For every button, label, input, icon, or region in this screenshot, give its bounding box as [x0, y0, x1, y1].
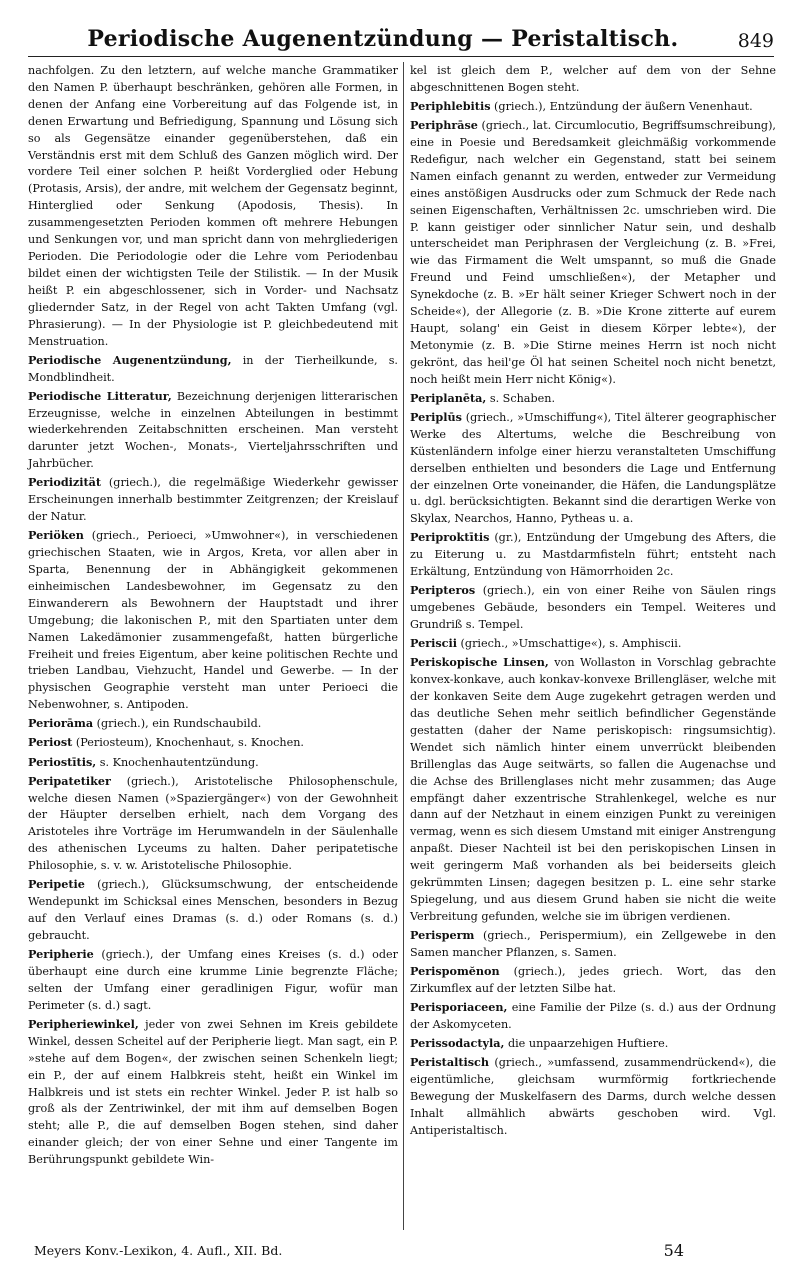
entry-text: (griech., Perioeci, »Umwohner«), in verschiedenen griechischen Staaten, wie in Argos, Kreta, vor allen aber in Sparta, Benennung der in Abhängigkeit gekommenen einheimischen Landesbewohner, im Gegensatz zu den Einwanderern als Bewohnern der Hauptstadt und ihrer Umgebung; die lakonischen P., mit den Spartiaten unter dem Namen Lakedämonier zusammengefaßt, hatten bürgerliche Freiheit und freies Eigentum, aber keine politischen Rechte und trieben Landbau, Viehzucht, Handel und Gewerbe. — In der physischen Geographie versteht man unter Perioeci die Nebenwohner, s. Antipoden. [28, 529, 398, 712]
entry-text: s. Schaben. [486, 391, 556, 405]
entry-headword: Perispomĕnon [410, 964, 500, 978]
entry-text: (griech.), die regelmäßige Wiederkehr gewisser Erscheinungen innerhalb bestimmter Zeitgrenzen; der Kreislauf der Natur. [28, 476, 398, 524]
entry-text: in der Tierheilkunde, s. Mondblindheit. [28, 353, 398, 384]
entry-text: (griech.), jedes griech. Wort, das den Zirkumflex auf der letzten Silbe hat. [410, 965, 776, 995]
entry-headword: Periproktītis [410, 530, 490, 545]
entry-text: (griech.), ein von einer Reihe von Säulen rings umgebenes Gebäude, besonders ein Tempel. Weiteres und Grundriß s. Tempel. [410, 584, 776, 632]
entry-text: (griech.), der Umfang eines Kreises (s. d.) oder überhaupt eine durch eine krumme Linie begrenzte Fläche; selten der Umfang einer geradlinigen Figur, wofür man Perimeter (s. d.) sagt. [28, 948, 398, 1012]
dictionary-entry [28, 62, 398, 350]
left-column [28, 62, 398, 1170]
page-number: 849 [737, 30, 774, 52]
entry-headword: Perisperm [410, 928, 475, 942]
dictionary-entry [28, 1016, 398, 1169]
sheet-number: 54 [663, 1240, 684, 1260]
dictionary-entry [28, 388, 398, 474]
page-header [28, 16, 774, 52]
dictionary-entry [28, 474, 398, 526]
dictionary-entry [410, 390, 776, 408]
entry-text: (griech., Perispermium), ein Zellgewebe in den Samen mancher Pflanzen, s. Samen. [410, 929, 776, 959]
dictionary-entry [410, 529, 776, 581]
dictionary-entry [410, 654, 776, 926]
entry-text: (griech.), ein Rundschaubild. [93, 717, 262, 731]
dictionary-entry [410, 927, 776, 962]
entry-headword: Periphlebitis [410, 99, 491, 113]
dictionary-entry [28, 773, 398, 875]
entry-text: (griech.), Aristotelische Philosophenschule, welche diesen Namen (»Spaziergänger«) von der Gewohnheit der Häupter derselben erhielt, nach dem Vorgang des Aristoteles ihre Vorträge im Herumwandeln in der Säulenhalle des athenischen Lyceums zu halten. Daher peripatetische Philosophie, s. v. w. Aristotelische Philosophie. [28, 774, 398, 873]
entry-text: s. Knochenhautentzündung. [96, 755, 259, 769]
dictionary-entry [28, 352, 398, 387]
entry-headword: Periodische Augenentzündung, [28, 352, 232, 367]
entry-text: die unpaarzehigen Huftiere. [504, 1037, 669, 1050]
right-column [410, 62, 776, 1141]
header-divider [28, 56, 774, 57]
dictionary-entry [410, 582, 776, 634]
entry-text: Bezeichnung derjenigen litterarischen Erzeugnisse, welche in einzelnen Abteilungen in bestimmt wiederkehrenden Zeitabschnitten erscheinen. Man versteht darunter jetzt Wochen-, Monats-, Vierteljahrsschriften und Jahrbücher. [28, 389, 398, 471]
entry-headword: Peripetie [28, 877, 85, 892]
entry-text: (griech., »umfassend, zusammendrückend«), die eigentümliche, gleichsam wurmförmig fortkriechende Bewegung der Muskelfasern des Darms, durch welche dessen Inhalt allmählich abwärts geschoben wird. Vgl. Antiperistaltisch. [410, 1056, 776, 1137]
entry-headword: Peripheriewinkel, [28, 1016, 139, 1031]
entry-headword: Periscii [410, 636, 457, 651]
dictionary-entry [410, 62, 776, 97]
entry-headword: Periorāma [28, 716, 94, 731]
entry-headword: Peripatetiker [28, 773, 111, 788]
entry-text: kel ist gleich dem P., welcher auf dem von der Sehne abgeschnittenen Bogen steht. [410, 64, 776, 94]
entry-text: (griech., lat. Circumlocutio, Begriffsumschreibung), eine in Poesie und Beredsamkeit gleichmäßig vorkommende Redefigur, nach welcher ein Gegenstand, statt bei seinem Namen einfach genannt zu werden, entweder zur Vermeidung eines anstößigen Ausdrucks oder zum Schmuck der Rede nach seinen Eigenschaften, Verhältnissen 2c. umschrieben wird. Die P. kann geistiger oder sinnlicher Natur sein, und deshalb unterscheidet man Periphrasen der Vergleichung (z. B. »Frei, wie das Firmament die Welt umspannt, so muß die Gnade Freund und Feind umschließen«), der Metapher und Synekdoche (z. B. »Er hält seiner Krieger Schwert noch in der Scheide«), der Allegorie (z. B. »Die Krone zitterte auf eurem Haupt, solang' ein Geist in diesem Körper lebte«), der Metonymie (z. B. »Die Stirne meines Herrn ist noch nicht gekrönt, das heil'ge Öl hat seinen Scheitel noch nicht benetzt, noch heißt mein Herr nicht König«). [410, 119, 776, 386]
entry-headword: Periplanēta, [410, 390, 487, 405]
entry-text: (Periosteum), Knochenhaut, s. Knochen. [72, 736, 304, 750]
dictionary-entry [28, 715, 398, 733]
page-footer [28, 1238, 774, 1262]
dictionary-entry [410, 635, 776, 653]
entry-headword: Periodische Litteratur, [28, 388, 172, 403]
entry-text: (gr.), Entzündung der Umgebung des Afters, die zu Eiterung u. zu Mastdarmfisteln führt; entsteht nach Erkältung, Entzündung von Hämorrhoiden 2c. [410, 531, 776, 579]
column-divider [403, 62, 404, 1230]
running-title: Periodische Augenentzündung — Peristaltisch. [87, 26, 679, 52]
dictionary-entry [410, 117, 776, 389]
entry-headword: Periphrāse [410, 118, 478, 133]
dictionary-entry [410, 409, 776, 528]
entry-headword: Perissodactyla, [410, 1036, 505, 1050]
entry-text: von Wollaston in Vorschlag gebrachte konvex-konkave, auch konkav-konvexe Brillengläser, welche mit der konkaven Seite dem Auge zugekehrt getragen werden und das deutliche Sehen mehr seitlich befindlicher Gegenstände gestatten (daher der Name periskopisch: ringsumsichtig). Wendet sich nämlich hinter einem unverrückt bleibenden Brillenglas das Auge seitwärts, so fallen die Augenachse und die Achse des Brillenglases nicht mehr zusammen; das Auge empfängt daher exzentrische Strahlenkegel, welche es nur dann auf der Netzhaut in einem einzigen Punkt zu vereinigen vermag, wenn es sich diesem Umstand mit einiger Anstrengung anpaßt. Dieser Nachteil ist bei den periskopischen Linsen in weit geringerm Maß vorhanden als bei beiderseits gleich gekrümmten Linsen; dagegen besitzen p. L. eine sehr starke Spiegelung, und aus diesem Grund haben sie nicht die weite Verbreitung gefunden, welche sie im übrigen verdienen. [410, 656, 776, 923]
entry-text: eine Familie der Pilze (s. d.) aus der Ordnung der Askomyceten. [410, 1001, 776, 1031]
dictionary-entry [410, 1054, 776, 1140]
entry-headword: Periost [28, 735, 73, 750]
entry-text: (griech.), Glücksumschwung, der entscheidende Wendepunkt im Schicksal eines Menschen, besonders in Bezug auf den Verlauf eines Dramas (s. d.) oder Romans (s. d.) gebraucht. [28, 878, 398, 942]
entry-headword: Peripherie [28, 947, 94, 962]
dictionary-entry [28, 876, 398, 945]
printer-signature: Meyers Konv.-Lexikon, 4. Aufl., XII. Bd. [34, 1242, 283, 1258]
dictionary-entry [410, 963, 776, 998]
dictionary-entry [410, 999, 776, 1034]
entry-headword: Periplūs [410, 409, 462, 424]
entry-headword: Peripteros [410, 583, 476, 598]
dictionary-entry [410, 1035, 776, 1053]
dictionary-entry [28, 754, 398, 772]
entry-headword: Periöken [28, 528, 84, 543]
entry-headword: Periostītis, [28, 754, 97, 769]
entry-text: (griech.), Entzündung der äußern Venenhaut. [490, 100, 753, 113]
dictionary-entry [28, 527, 398, 714]
dictionary-entry [28, 734, 398, 752]
entry-headword: Perisporiaceen, [410, 1000, 508, 1014]
entry-headword: Periodizität [28, 475, 102, 490]
entry-headword: Peristaltisch [410, 1055, 490, 1070]
entry-text: (griech., »Umschiffung«), Titel älterer geographischer Werke des Altertums, welche die Beschreibung von Küstenländern infolge einer hierzu veranstalteten Umschiffung derselben enthielten und besonders die Lage und Entfernung der einzelnen Orte voneinander, die Häfen, die Landungsplätze u. dgl. berücksichtigten. Bekannt sind die derartigen Werke von Skylax, Nearchos, Hanno, Pytheas u. a. [410, 410, 776, 526]
entry-text: nachfolgen. Zu den letztern, auf welche manche Grammatiker den Namen P. überhaupt beschränken, gehören alle Formen, in denen der Anfang eine Vorbereitung auf das Folgende ist, in denen Erwartung und Befriedigung, Spannung und Lösung sich so als Gegensätze einander gegenüberstehen, daß ein Verständnis erst mit dem Schluß des Ganzen möglich wird. Der vordere Teil einer solchen P. heißt Vorderglied oder Hebung (Protasis, Arsis), der andre, mit welchem der Gegensatz beginnt, Hinterglied oder Senkung (Apodosis, Thesis). In zusammengesetzten Perioden kommen oft mehrere Hebungen und Senkungen vor, und man spricht dann von mehrgliederigen Perioden. Die Periodologie oder die Lehre vom Periodenbau bildet einen der wichtigsten Teile der Stilistik. — In der Musik heißt P. ein abgeschlossener, sich in Vorder- und Nachsatz gliedernder Satz, in der Regel von acht Takten Umfang (vgl. Phrasierung). — In der Physiologie ist P. gleichbedeutend mit Menstruation. [28, 64, 398, 348]
dictionary-entry [28, 946, 398, 1015]
entry-text: (griech., »Umschattige«), s. Amphiscii. [456, 637, 682, 651]
entry-text: jeder von zwei Sehnen im Kreis gebildete Winkel, dessen Scheitel auf der Peripherie liegt. Man sagt, ein P. »stehe auf dem Bogen«, der zwischen seinen Schenkeln liegt; ein P., der auf einem Halbkreis steht, heißt ein Winkel im Halbkreis und ist stets ein rechter Winkel. Jeder P. ist halb so groß als der Zentriwinkel, der mit ihm auf demselben Bogen steht; alle P., die auf demselben Bogen stehen, sind daher einander gleich; der von einer Sehne und einer Tangente im Berührungspunkt gebildete Win- [28, 1017, 398, 1167]
entry-headword: Periskopische Linsen, [410, 655, 549, 670]
dictionary-entry [410, 98, 776, 116]
